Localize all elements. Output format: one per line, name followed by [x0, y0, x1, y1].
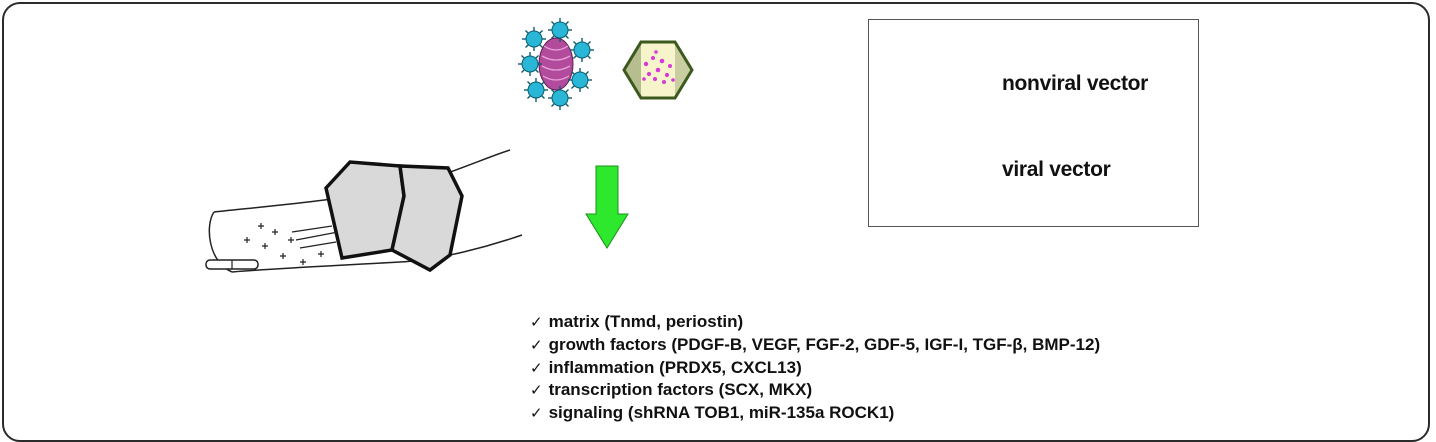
target-item: ✓ matrix (Tnmd, periostin)	[530, 312, 744, 331]
target-item: ✓ signaling (shRNA TOB1, miR-135a ROCK1)	[530, 403, 895, 423]
nonviral-vector-icon	[518, 18, 594, 110]
target-item: ✓ transcription factors (SCX, MKX)	[530, 380, 813, 400]
tendon-illustration	[206, 150, 522, 272]
check-icon: ✓	[530, 358, 543, 377]
tendon-band-2	[392, 166, 462, 270]
viral-vector-icon	[624, 42, 692, 98]
down-arrow-icon	[586, 166, 628, 248]
legend-viral-label: viral vector	[1002, 158, 1111, 181]
check-icon: ✓	[530, 335, 543, 354]
needle-tube	[206, 260, 258, 269]
legend-box	[868, 19, 1199, 227]
check-icon: ✓	[530, 404, 543, 423]
target-item: ✓ growth factors (PDGF-B, VEGF, FGF-2, GDF-5, IGF-I, TGF-β, BMP-12)	[530, 334, 1101, 354]
check-icon: ✓	[530, 313, 543, 331]
legend-nonviral-label: nonviral vector	[1002, 72, 1149, 95]
suture-lines	[292, 226, 338, 248]
target-list	[530, 311, 1100, 425]
check-icon: ✓	[530, 381, 543, 400]
target-item: ✓ inflammation (PRDX5, CXCL13)	[530, 357, 802, 377]
